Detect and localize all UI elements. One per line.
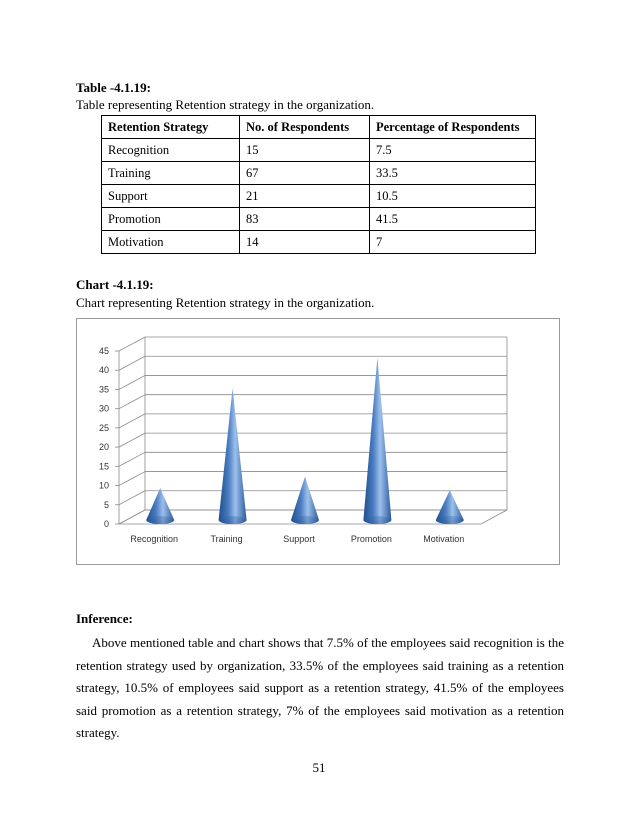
header-cell: No. of Respondents [240,116,370,139]
chart-frame [76,318,560,565]
table-heading: Table -4.1.19: [76,80,151,95]
y-tick-label: 25 [98,422,109,433]
table-cell: 14 [240,231,370,254]
table-cell: 15 [240,139,370,162]
y-tick-label: 0 [103,519,109,529]
x-tick-label: Recognition [130,534,178,544]
header-cell: Percentage of Respondents [370,116,536,139]
page-number: 51 [312,760,326,775]
table-cell: 83 [240,208,370,231]
cone-body [363,357,391,524]
y-tick-label: 45 [98,346,109,356]
gridline-side [119,433,145,447]
gridline-side [119,337,145,351]
table-header-row [102,116,536,139]
inference-heading: Inference: [76,611,133,626]
y-tick-label: 35 [98,384,109,395]
table-cell: Support [102,185,240,208]
gridline-side [119,375,145,389]
y-axis-ticks [99,346,119,529]
table-row [102,162,536,185]
cone-chart [77,319,559,564]
y-tick-label: 10 [98,480,109,491]
cone-base [219,516,247,524]
y-tick-label: 20 [98,442,109,453]
y-tick-label: 30 [98,403,109,414]
table-cell: Recognition [102,139,240,162]
cone-body [219,388,247,524]
inference-text: Above mentioned table and chart shows that 7.5% of the employees said recognition is the retention strategy used by organization, 33.5% of the employees said training as a retention strategy, 10.5% of employees said support as a retention strategy, 41.5% of the employees said promotion as a retention strategy, 7% of the employees said motivation as a retention strategy. [76,635,564,740]
chart-caption: Chart representing Retention strategy in the organization. [76,295,375,310]
table-cell: 21 [240,185,370,208]
x-tick-label: Motivation [423,534,465,544]
table-row [102,208,536,231]
x-tick-label: Support [283,534,315,544]
table-cell: 7 [370,231,536,254]
y-tick-label: 40 [98,365,109,376]
table-cell: Motivation [102,231,240,254]
cone-bar [436,490,464,524]
table-cell: Promotion [102,208,240,231]
y-tick-label: 15 [98,461,109,472]
cone-bar [219,388,247,524]
chart-heading: Chart -4.1.19: [76,277,154,292]
table-caption: Table representing Retention strategy in the organization. [76,97,375,112]
gridline-side [119,356,145,370]
table-cell: 33.5 [370,162,536,185]
cone-bar [363,357,391,524]
cone-bar [291,477,319,524]
cone-base [146,516,174,524]
cone-bar [146,488,174,524]
table-cell: 41.5 [370,208,536,231]
table-cell: Training [102,162,240,185]
retention-table [101,115,536,254]
table-cell: 67 [240,162,370,185]
gridline-side [119,395,145,409]
y-tick-label: 5 [103,499,109,510]
gridline-side [119,414,145,428]
x-tick-label: Training [210,534,243,544]
cone-base [363,516,391,524]
table-row [102,185,536,208]
table-row [102,139,536,162]
gridline-side [119,452,145,466]
table-cell: 10.5 [370,185,536,208]
cone-base [436,516,464,524]
gridline-side [119,491,145,505]
x-axis-labels [130,534,464,544]
chart-series [146,357,464,524]
x-tick-label: Promotion [350,534,392,544]
gridline-side [119,472,145,486]
cone-base [291,516,319,524]
table-row [102,231,536,254]
header-cell: Retention Strategy [102,116,240,139]
table-cell: 7.5 [370,139,536,162]
